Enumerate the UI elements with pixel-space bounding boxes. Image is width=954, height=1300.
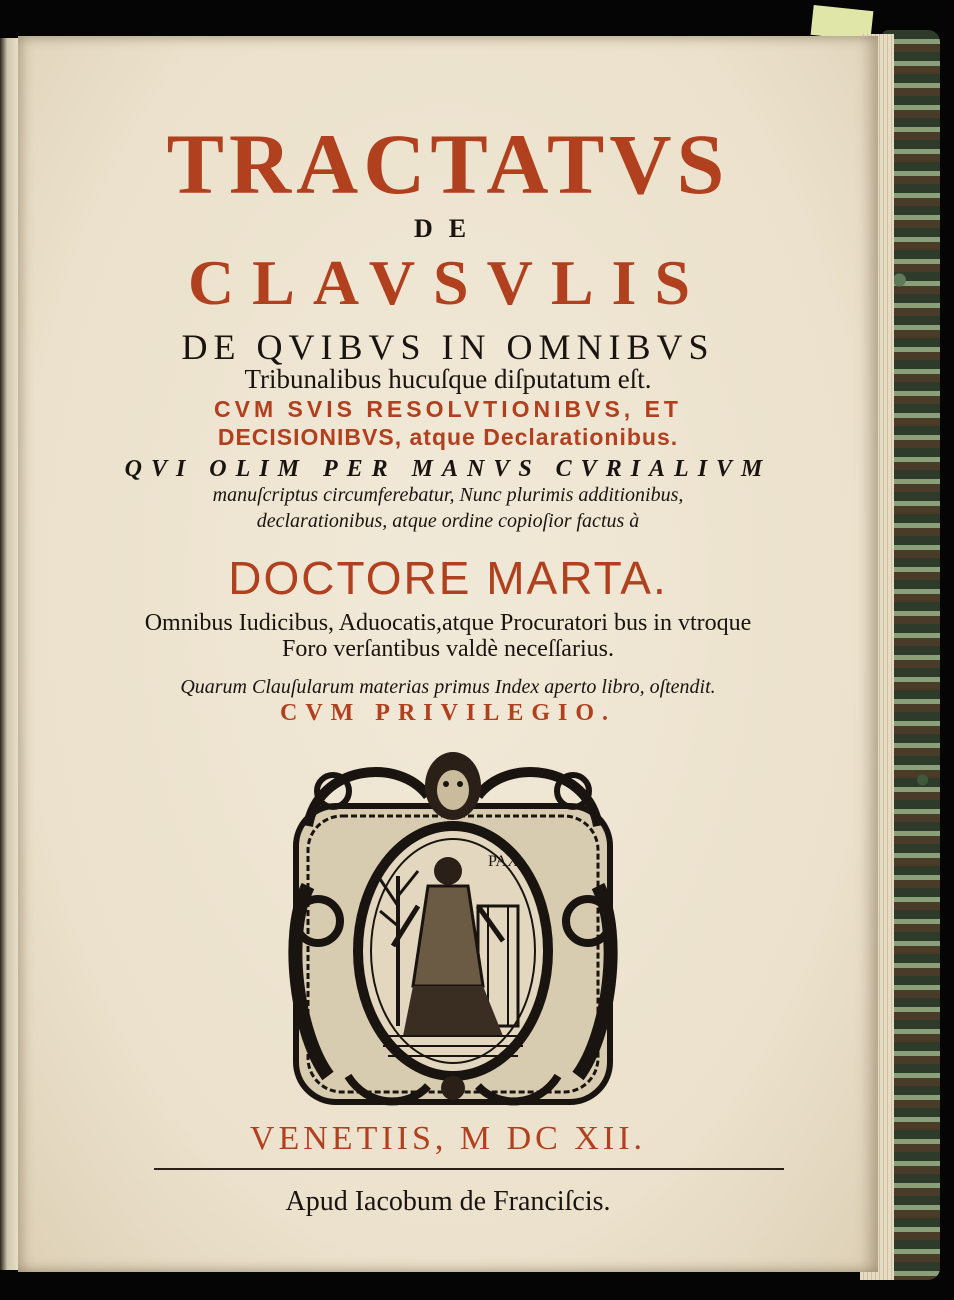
subtitle-line-2: Tribunalibus hucuſque diſputatum eſt. — [244, 364, 652, 394]
manus-line-2: manuſcriptus circumferebatur, Nunc plurimis additionibus, — [212, 484, 684, 506]
index-note: Quarum Clauſularum materias primus Index aperto libro, oſtendit. — [180, 676, 716, 698]
subtitle-line-1: DE QVIBVS IN OMNIBVS — [181, 327, 715, 367]
title-page — [18, 36, 878, 1272]
imprint-line — [18, 1120, 878, 1158]
audience-line-2: Foro verſantibus valdè neceſſarius. — [282, 636, 614, 662]
title-line-3: CLAVSVLIS — [187, 247, 709, 318]
publisher-line: Apud Iacobum de Franciſcis. — [285, 1186, 611, 1217]
printers-device-woodcut — [288, 736, 618, 1108]
privilege-line: CVM PRIVILEGIO. — [279, 700, 616, 726]
woodcut-pax-label: PAX — [488, 853, 519, 870]
audience-line-1: Omnibus Iudicibus, Aduocatis,atque Procuratori bus in vtroque — [144, 610, 752, 636]
title-line-2: DE — [413, 214, 483, 243]
resolutions-line-1: CVM SVIS RESOLVTIONIBVS, ET — [214, 396, 682, 422]
imprint-text: VENETIIS, M DC XII. — [249, 1120, 647, 1157]
imprint-rule — [154, 1168, 784, 1170]
author-name: DOCTORE MARTA. — [228, 552, 668, 604]
resolutions-line-2: DECISIONIBVS, atque Declarationibus. — [217, 424, 679, 450]
manus-line-3: declarationibus, atque ordine copioſior factus à — [256, 510, 640, 532]
left-page-edge — [0, 38, 18, 1270]
title-line-1: TRACTATVS — [166, 116, 730, 212]
manus-line-1: QVI OLIM PER MANVS CVRIALIVM — [124, 456, 772, 482]
